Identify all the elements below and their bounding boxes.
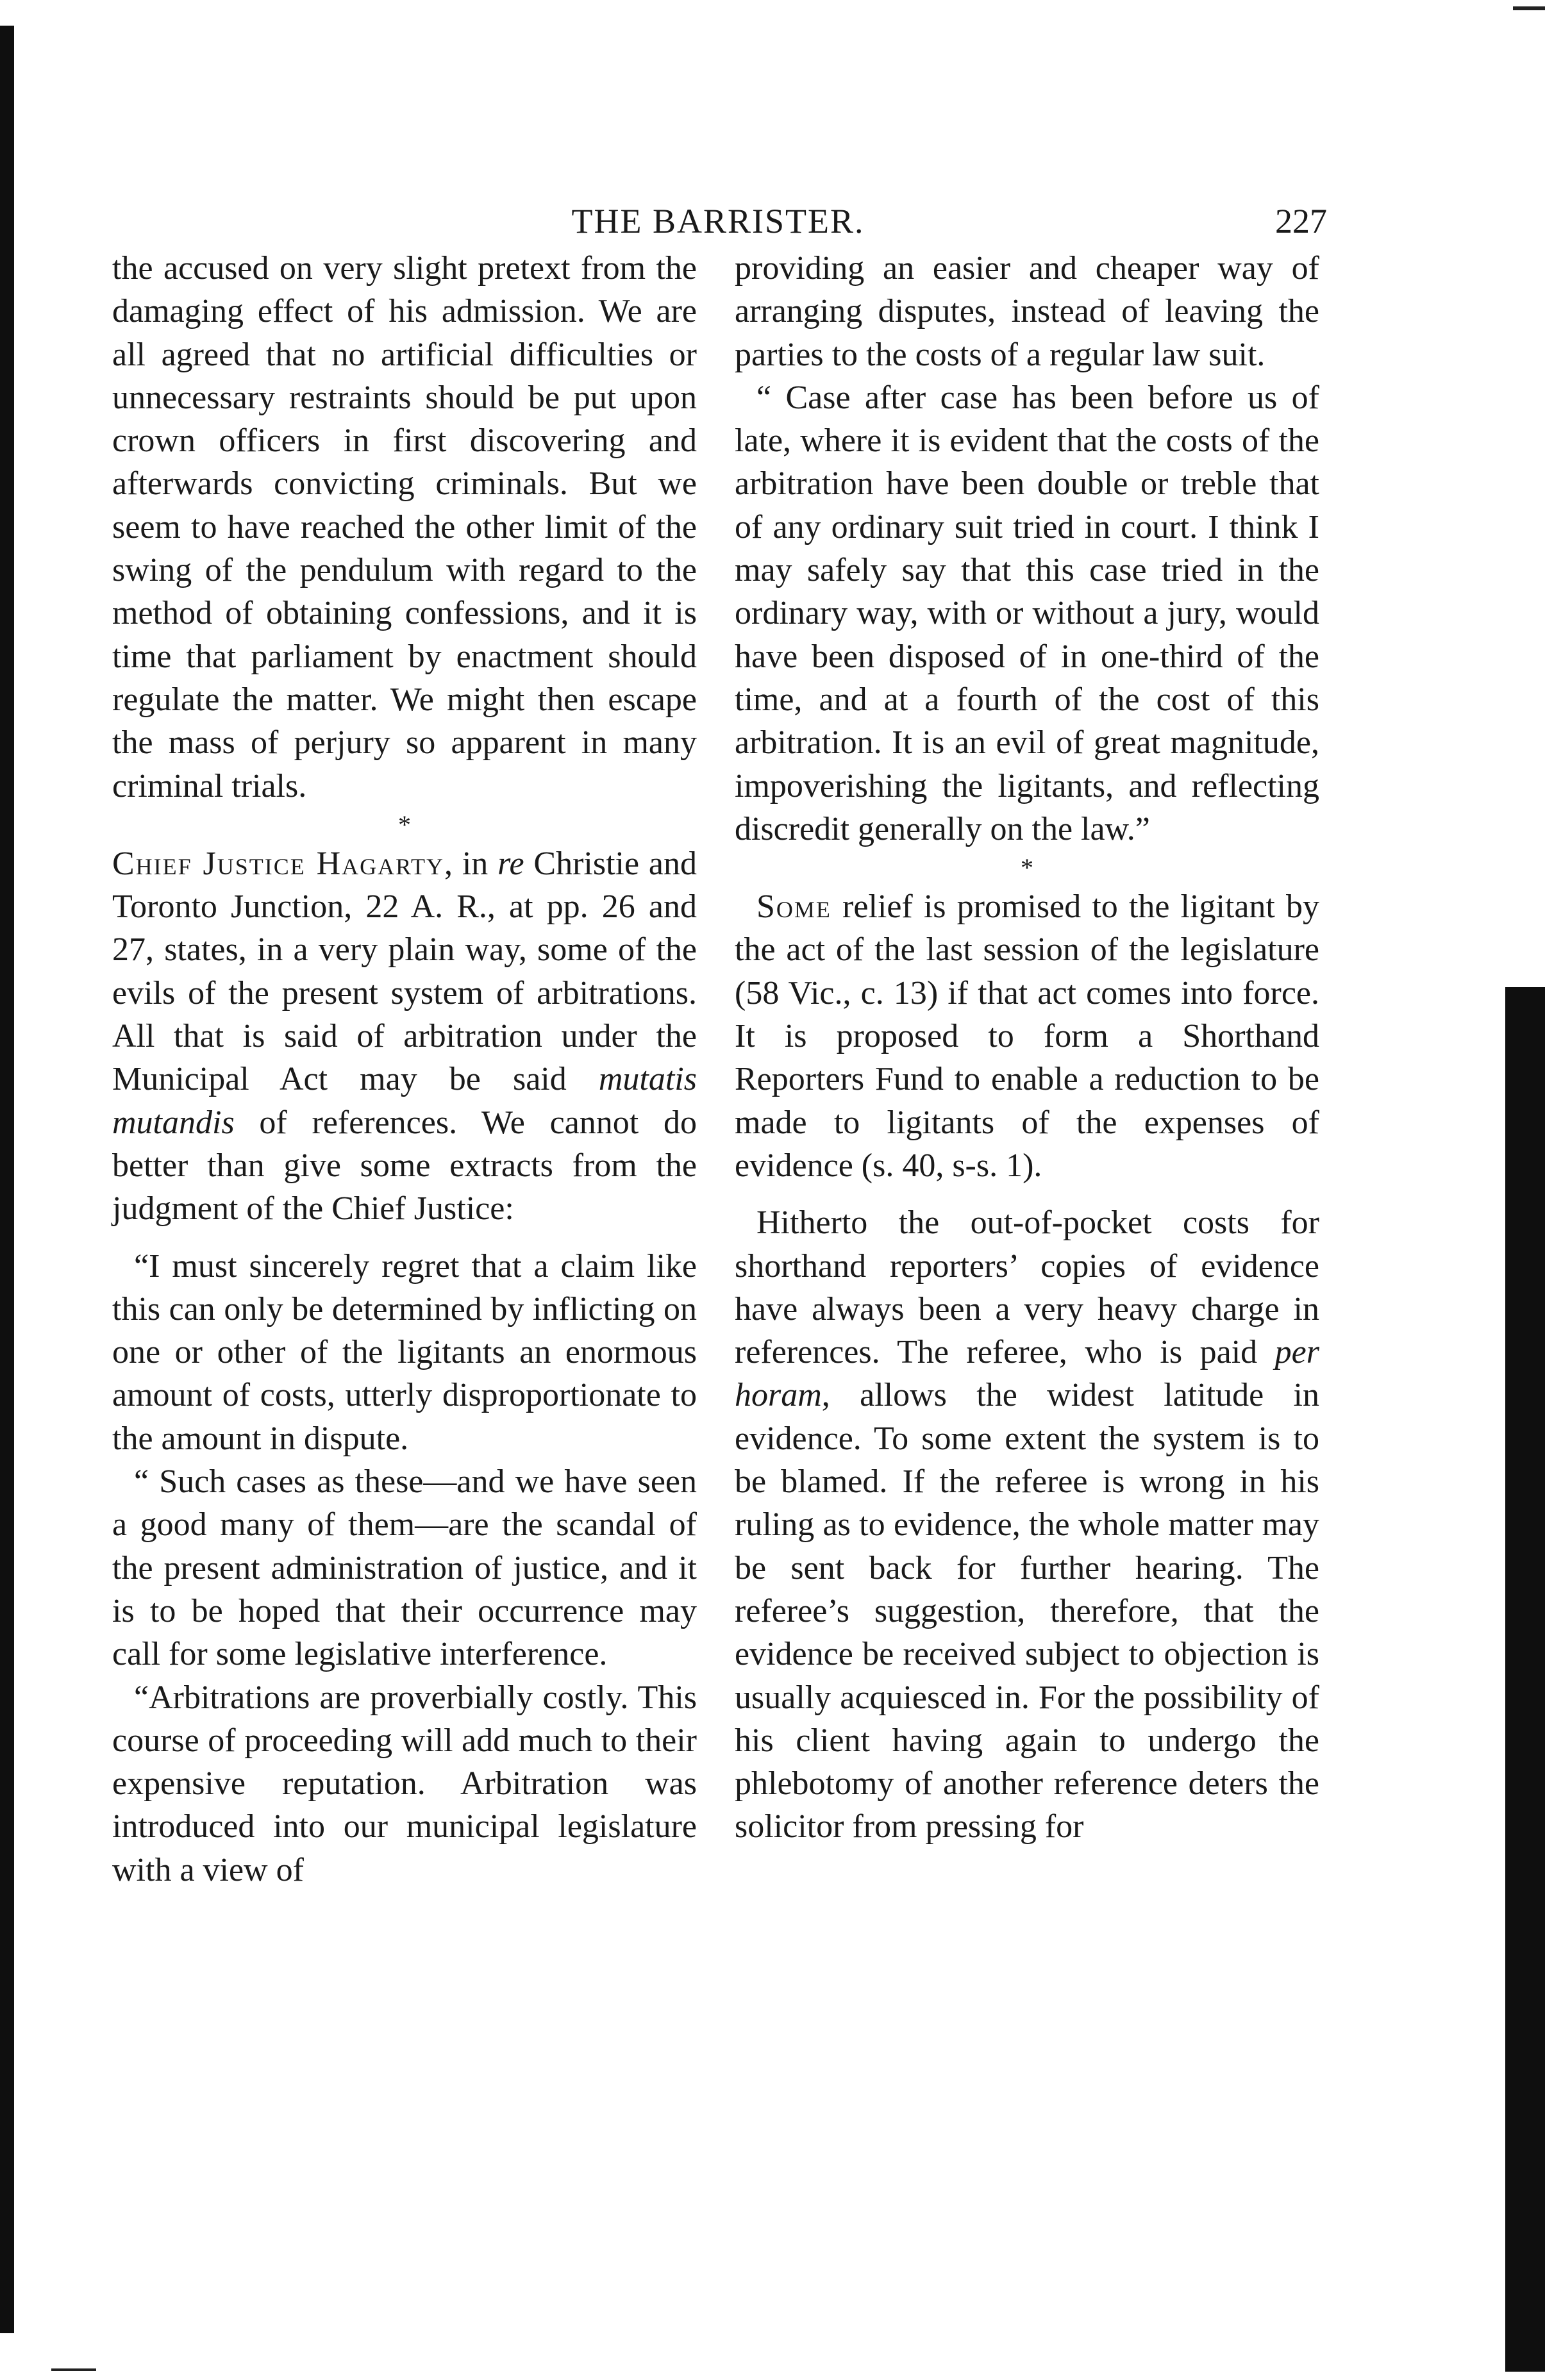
scan-top-mark	[1513, 6, 1545, 10]
right-paragraph-2: “ Case after case has been before us of late, where it is evident that the costs of the arbitration have been double or treble that of any ordinary suit tried in court. I think I may safely say that this case tried in the ordinary way, with or without a jury, would have been disposed of in one-third of the time, and at a fourth of the cost of this arbitration. It is an evil of great magnitude, impoverishing the ligitants, and reflecting discredit generally on the law.”	[735, 379, 1319, 847]
quote-paragraph-2: “ Such cases as these—and we have seen a good many of them—are the scandal of the present administration of justice, and it is to be hoped that their occurrence may call for some legislative interference.	[112, 1463, 697, 1673]
quote-paragraph-3: “Arbitrations are proverbially costly. This course of proceeding will add much to their expensive reputation. Arbitration was introduced into our municipal legislature with a view of	[112, 1679, 697, 1888]
page-header	[109, 196, 1327, 247]
left-paragraph-1: the accused on very slight pretext from the damaging effect of his admission. We are all agreed that no artificial difficulties or unnecessary restraints should be put upon crown officers in first discovering and afterwards convicting criminals. But we seem to have reached the other limit of the swing of the pendulum with regard to the method of obtaining confessions, and it is time that parliament by enactment should regulate the matter. We might then escape the mass of perjury so apparent in many criminal trials.	[112, 250, 697, 804]
scan-bottom-mark	[51, 2368, 96, 2371]
italic-latin-phrase: mutatis mutandis	[112, 1061, 697, 1141]
right-paragraph-1: providing an easier and cheaper way of arranging disputes, instead of leaving the parties to the costs of a regular law suit.	[735, 250, 1319, 373]
section-separator: *	[1021, 853, 1033, 883]
quote-paragraph-1: “I must sincerely regret that a claim like this can only be determined by inflicting on one or other of the ligitants an enormous amount of costs, utterly disproportionate to the amount in dispute.	[112, 1247, 697, 1457]
lead-in-name: Chief Justice Hagarty	[112, 845, 445, 882]
italic-re: re	[497, 845, 524, 882]
section-separator: *	[398, 810, 411, 839]
running-title: THE BARRISTER.	[571, 202, 865, 240]
right-column	[735, 247, 1319, 1849]
scan-left-edge	[0, 26, 14, 2333]
scan-right-edge	[1505, 987, 1545, 2372]
page-number: 227	[1275, 202, 1327, 240]
right-paragraph-4: Hitherto the out-of-pocket costs for shorthand reporters’ copies of evidence have always been a very heavy charge in references. The referee, who is paid per horam, allows the widest latitude in evidence. To some extent the system is to be blamed. If the referee is wrong in his ruling as to evidence, the whole matter may be sent back for further hearing. The referee’s suggestion, therefore, that the evidence be received subject to objection is usually acquiesced in. For the possibility of his client having again to undergo the phlebotomy of another reference deters the solicitor from pressing for	[735, 1204, 1319, 1845]
italic-latin-phrase: per horam	[735, 1334, 1319, 1414]
lead-in-word: Some	[756, 888, 831, 926]
left-column	[112, 247, 697, 1892]
left-paragraph-2: Chief Justice Hagarty, in re Christie and Toronto Junction, 22 A. R., at pp. 26 and 27, states, in a very plain way, some of the evils of the present system of arbitrations. All that is said of arbitration under the Municipal Act may be said mutatis mutandis of references. We cannot do better than give some extracts from the judgment of the Chief Justice:	[112, 845, 697, 1227]
right-paragraph-3: Some relief is promised to the ligitant by the act of the last session of the legislature (58 Vic., c. 13) if that act comes into force. It is proposed to form a Shorthand Reporters Fund to enable a reduction to be made to ligitants of the expenses of evidence (s. 40, s-s. 1).	[735, 888, 1319, 1184]
